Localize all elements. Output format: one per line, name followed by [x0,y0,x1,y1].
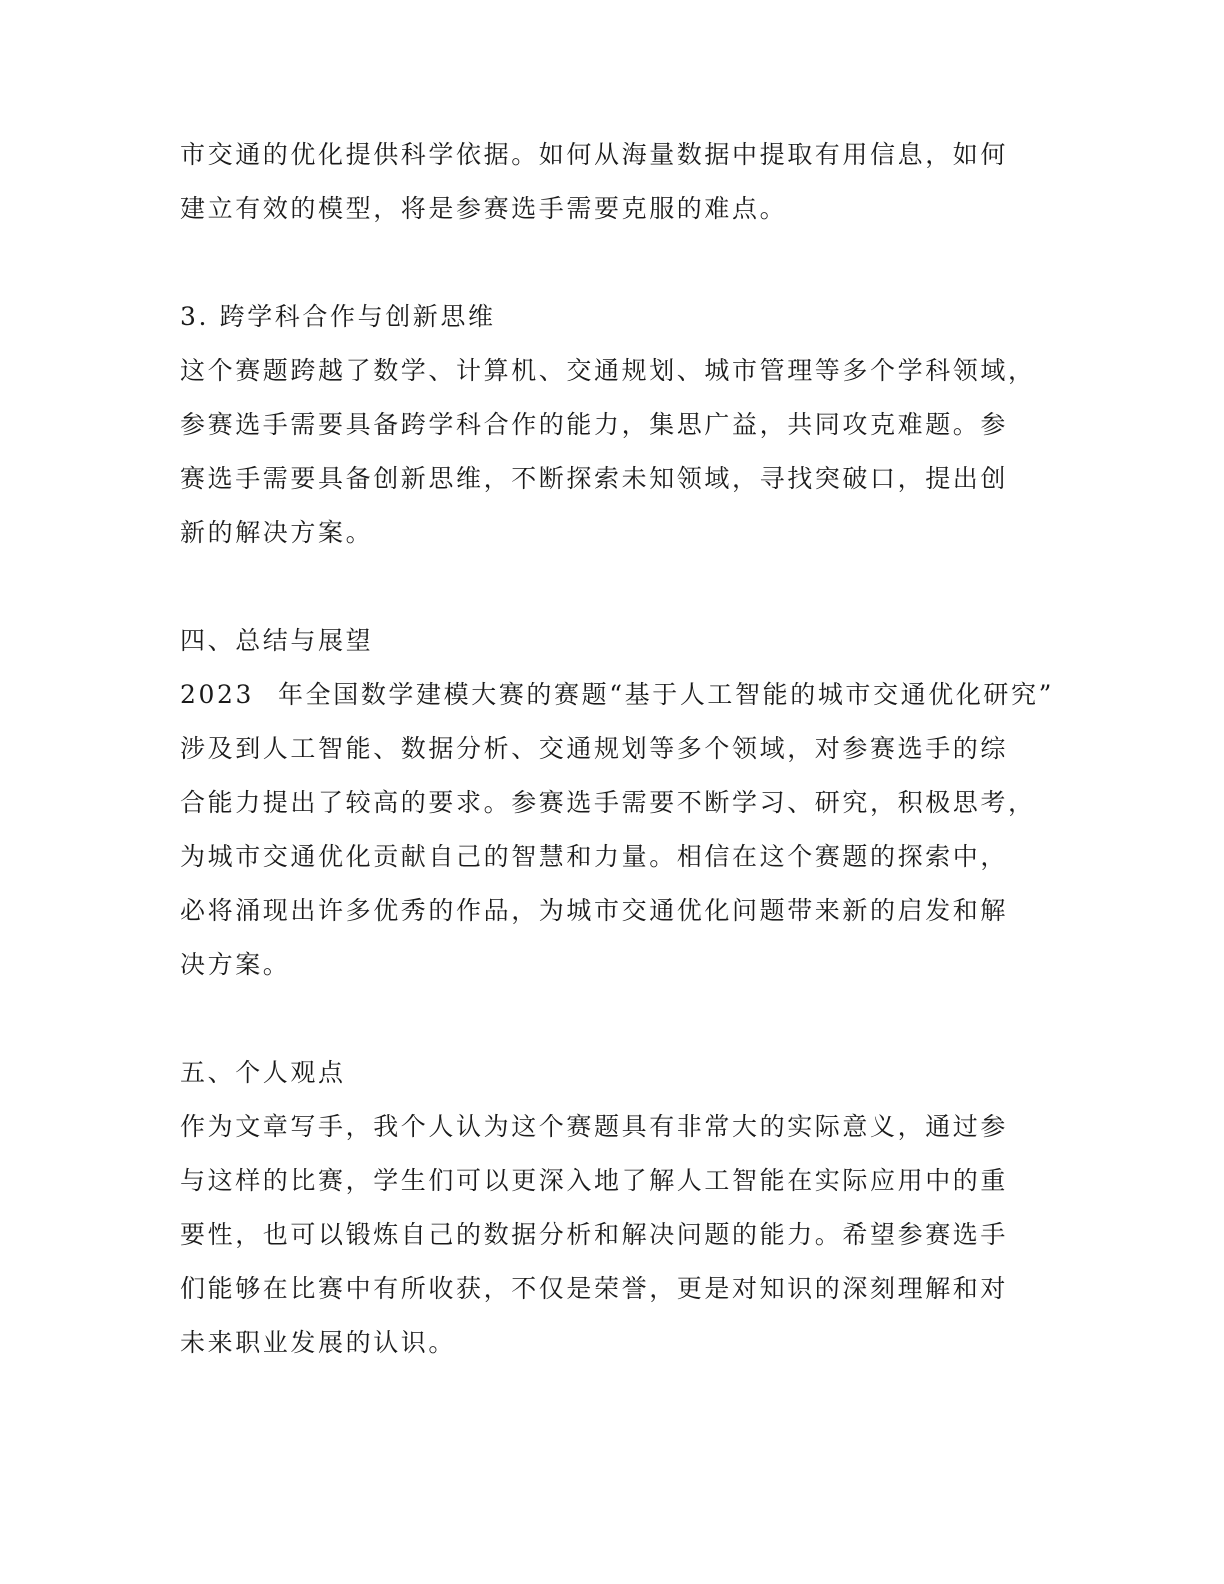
document-page [180,128,1080,1370]
paragraph-gap [180,236,1080,290]
intro-paragraph [180,128,1080,236]
paragraph-gap [180,992,1080,1046]
section-4 [180,614,1080,992]
paragraph-line [180,668,1080,722]
paragraph-line: 决方案。 [180,950,291,979]
paragraph-gap [180,560,1080,614]
section-heading: 3. 跨学科合作与创新思维 [180,302,496,331]
paragraph-line: 新的解决方案。 [180,518,374,547]
year-text: 2023 [180,680,255,709]
paragraph-line: 涉及到人工智能、数据分析、交通规划等多个领域，对参赛选手的综 [180,734,1009,763]
paragraph-line: 为城市交通优化贡献自己的智慧和力量。相信在这个赛题的探索中， [180,842,1009,871]
paragraph-line: 必将涌现出许多优秀的作品，为城市交通优化问题带来新的启发和解 [180,896,1009,925]
section-3 [180,290,1080,560]
paragraph-line: 要性，也可以锻炼自己的数据分析和解决问题的能力。希望参赛选手 [180,1220,1009,1249]
paragraph-line: 们能够在比赛中有所收获，不仅是荣誉，更是对知识的深刻理解和对 [180,1274,1009,1303]
paragraph-line: 市交通的优化提供科学依据。如何从海量数据中提取有用信息，如何 [180,140,1009,169]
paragraph-line: 合能力提出了较高的要求。参赛选手需要不断学习、研究，积极思考， [180,788,1036,817]
section-5 [180,1046,1080,1370]
paragraph-line: 建立有效的模型，将是参赛选手需要克服的难点。 [180,194,788,223]
section-heading: 四、总结与展望 [180,626,374,655]
paragraph-line: 未来职业发展的认识。 [180,1328,457,1357]
paragraph-line: 赛选手需要具备创新思维，不断探索未知领域，寻找突破口，提出创 [180,464,1009,493]
paragraph-line: 与这样的比赛，学生们可以更深入地了解人工智能在实际应用中的重 [180,1166,1009,1195]
paragraph-line: 这个赛题跨越了数学、计算机、交通规划、城市管理等多个学科领域， [180,356,1036,385]
section-heading: 五、个人观点 [180,1058,346,1087]
paragraph-line: 参赛选手需要具备跨学科合作的能力，集思广益，共同攻克难题。参 [180,410,1009,439]
paragraph-line: 作为文章写手，我个人认为这个赛题具有非常大的实际意义，通过参 [180,1112,1009,1141]
first-line-text: 年全国数学建模大赛的赛题“基于人工智能的城市交通优化研究” [278,680,1054,709]
